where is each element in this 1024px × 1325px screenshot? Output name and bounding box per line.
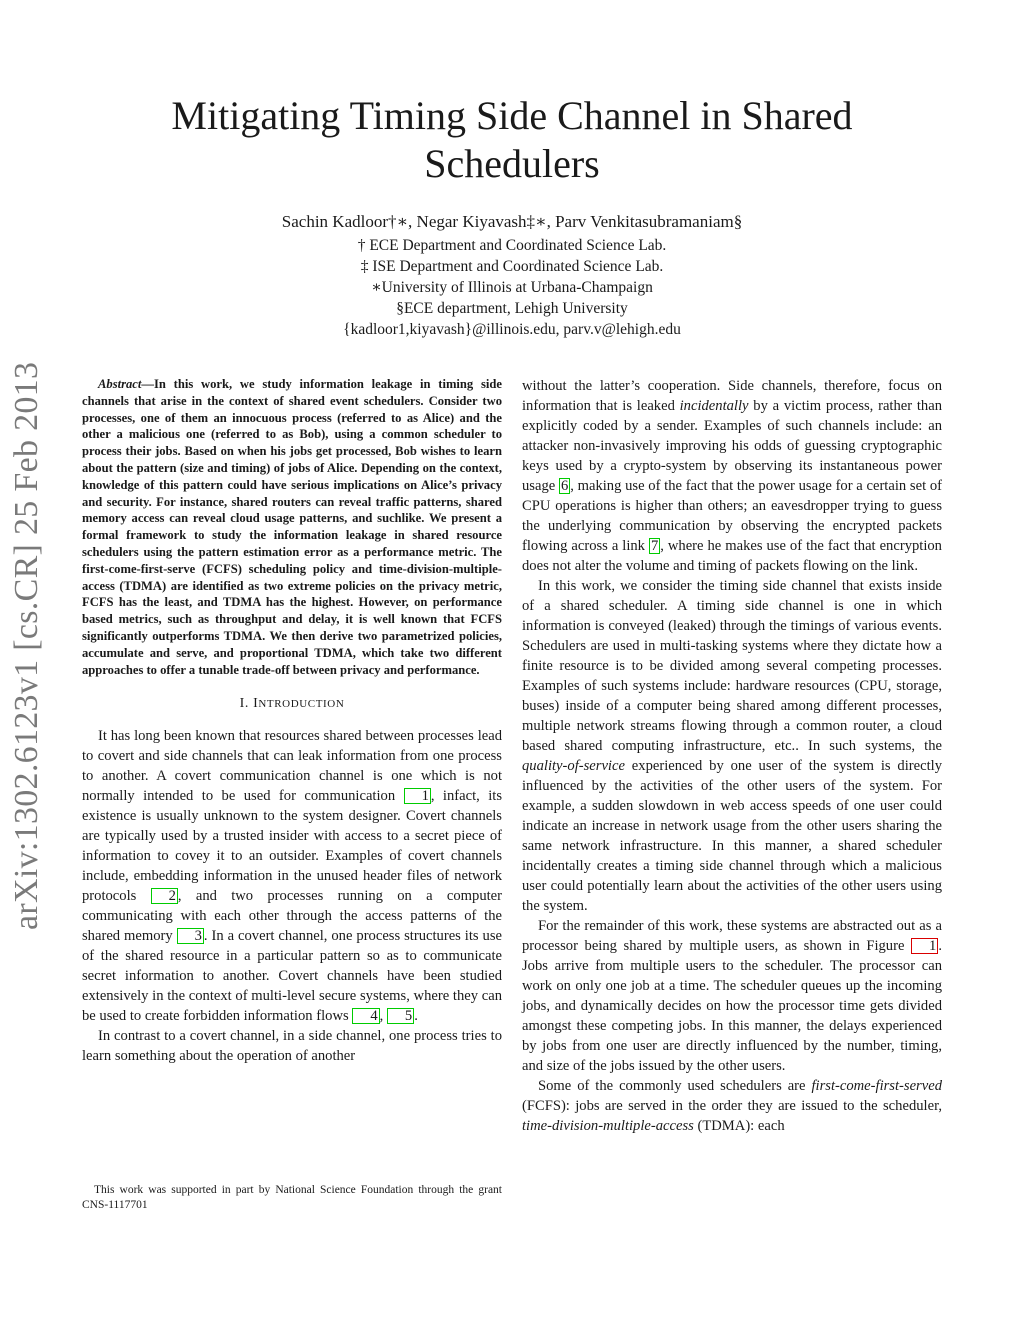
left-column [82, 376, 502, 1066]
paragraph-text: . In a covert channel, one process structures its use of the shared resource in a particular pattern so as to communicate secret information to another. Covert channels have been studied extensively in the context of multi-level secure systems, where they can be used to create forbidden information flows [82, 928, 502, 1025]
affiliation-line: ∗University of Illinois at Urbana-Champaign [371, 279, 653, 296]
emphasis-text: time-division-multiple-access [522, 1118, 694, 1134]
citation-link[interactable]: 2 [151, 888, 178, 904]
paragraph-text: , making use of the fact that the power usage for a certain set of CPU operations is higher than others; an eavesdropper trying to guess the underlying communication by observing the encrypted packets flowing across a link [522, 478, 942, 554]
citation-separator: , [379, 1008, 387, 1025]
emphasis-text: incidentally [679, 398, 749, 414]
intro-paragraph-continued [522, 376, 942, 576]
paragraph-text: For the remainder of this work, these systems are abstracted out as a processor being shared by multiple users, as shown in Figure [522, 918, 942, 954]
paragraph-text: In this work, we consider the timing side channel that exists inside of a shared scheduler. A timing side channel is one in which information is conveyed (leaked) through the timings of various events. Schedulers are used in multi-tasking systems where they dictate how a finite resource is to be divided among several competing processes. Examples of such systems include: hardware resources (CPU, storage, buses) inside of a computer being shared among different processes, multiple network streams flowing through a common router, a cloud based shared computing infrastructure, etc.. In such systems, the [522, 578, 942, 754]
paragraph-text: . [414, 1008, 418, 1025]
abstract [82, 376, 502, 678]
paragraph-text: It has long been known that resources shared between processes lead to covert and side channels that can leak information from one process to another. A covert communication channel is one which is not normally intended to be used for communication [82, 728, 502, 805]
right-column [522, 376, 942, 1136]
paragraph-text: Some of the commonly used schedulers are [538, 1078, 812, 1094]
paragraph-text: , and two processes running on a computer communicating with each other through the access patterns of the shared memory [82, 888, 503, 945]
citation-link[interactable]: 1 [404, 788, 431, 804]
author-emails: {kadloor1,kiyavash}@illinois.edu, parv.v@lehigh.edu [343, 321, 681, 338]
author-block [200, 210, 824, 340]
intro-paragraph-4 [522, 916, 942, 1076]
paragraph-text: . Jobs arrive from multiple users to the scheduler. The processor can work on only one job at a time. The scheduler queues up the incoming jobs, and dynamically decides on how the processor time gets divided amongst these competing jobs. In this manner, the delays experienced by jobs from one user are directly influenced by the number, timing, and size of the jobs issued by the other users. [522, 938, 942, 1074]
citation-link[interactable]: 6 [560, 478, 569, 494]
emphasis-text: first-come-first-served [811, 1078, 942, 1094]
section-title-initial: I [253, 696, 259, 712]
abstract-text: —In this work, we study information leakage in timing side channels that arise in the context of shared event schedulers. Consider two processes, one of them an innocuous process (referred to as Alice) and the other a malicious one (referred to as Bob), using a common scheduler to process their jobs. Based on when his jobs get processed, Bob wishes to learn about the pattern (size and timing) of jobs of Alice. Depending on the context, knowledge of this pattern could have serious implications on Alice’s privacy and security. For instance, shared routers can reveal traffic patterns, shared memory access can reveal cloud usage patterns, and suchlike. We present a formal framework to study the information leakage in shared resource schedulers using the pattern estimation error as a performance metric. The first-come-first-serve (FCFS) scheduling policy and time-division-multiple-access (TDMA) are identified as two extreme policies on the privacy metric, FCFS has the least, and TDMA has the highest. However, on performance based metrics, such as throughput and delay, it is well known that FCFS significantly outperforms TDMA. We then derive two parametrized policies, accumulate and serve, and proportional TDMA, which take two different approaches to offer a tunable trade-off between privacy and performance. [82, 377, 502, 677]
affiliation-line: † ECE Department and Coordinated Science Lab. [357, 237, 667, 254]
paragraph-text: , infact, its existence is usually unknown to the system designer. Covert channels are typically used by a trusted insider with access to a secret piece of information to covey it to an outsider. Examples of covert channels include, embedding information in the unused header files of network protocols [82, 788, 503, 905]
section-number: I. [239, 696, 254, 712]
section-heading-introduction [82, 694, 502, 714]
funding-footnote: This work was supported in part by National Science Foundation through the grant CNS-1117701 [82, 1184, 502, 1211]
figure-reference-link[interactable]: 1 [911, 938, 938, 954]
citation-link[interactable]: 3 [177, 928, 204, 944]
paragraph-text: without the latter’s cooperation. Side channels, therefore, focus on information that is leaked [522, 378, 942, 414]
paragraph-text: by a victim process, rather than explicitly coded by a sender. Examples of such channels include: an attacker non-invasively improving his odds of guessing cryptographic keys used by a crypto-system by observing its instantaneous power usage [522, 398, 942, 494]
section-title-rest: NTRODUCTION [258, 698, 345, 711]
emphasis-text: quality-of-service [522, 758, 625, 774]
intro-paragraph-2: In contrast to a covert channel, in a side channel, one process tries to learn something about the operation of another [82, 1028, 502, 1065]
author-list: Sachin Kadloor†∗, Negar Kiyavash‡∗, Parv Venkitasubramaniam§ [281, 212, 743, 231]
citation-link[interactable]: 5 [387, 1008, 414, 1024]
paper-title: Mitigating Timing Side Channel in Shared Schedulers [171, 93, 853, 186]
intro-paragraph-3 [522, 576, 942, 916]
citation-link[interactable]: 4 [352, 1008, 379, 1024]
intro-paragraph-5 [522, 1076, 942, 1136]
affiliation-line: §ECE department, Lehigh University [396, 300, 628, 317]
paragraph-text: (TDMA): each [693, 1118, 785, 1134]
abstract-label: Abstract [98, 377, 142, 391]
intro-paragraph-1 [82, 726, 502, 1026]
paragraph-text: , where he makes use of the fact that encryption does not alter the volume and timing of packets flowing on the link. [522, 538, 942, 574]
paragraph-text: (FCFS): jobs are served in the order they are issued to the scheduler, [522, 1098, 942, 1114]
arxiv-identifier-stamp: arXiv:1302.6123v1 [cs.CR] 25 Feb 2013 [8, 361, 45, 930]
citation-link[interactable]: 7 [650, 538, 659, 554]
paragraph-text: experienced by one user of the system is directly influenced by the activities of the other users of the system. For example, a sudden slowdown in web access speeds of one user could indicate an increase in network usage from the other users sharing the same network infrastructure. In this manner, a shared scheduler incidentally creates a timing side channel through which a malicious user could potentially learn about the activities of the other users using the system. [522, 758, 942, 914]
affiliation-line: ‡ ISE Department and Coordinated Science Lab. [360, 258, 664, 275]
